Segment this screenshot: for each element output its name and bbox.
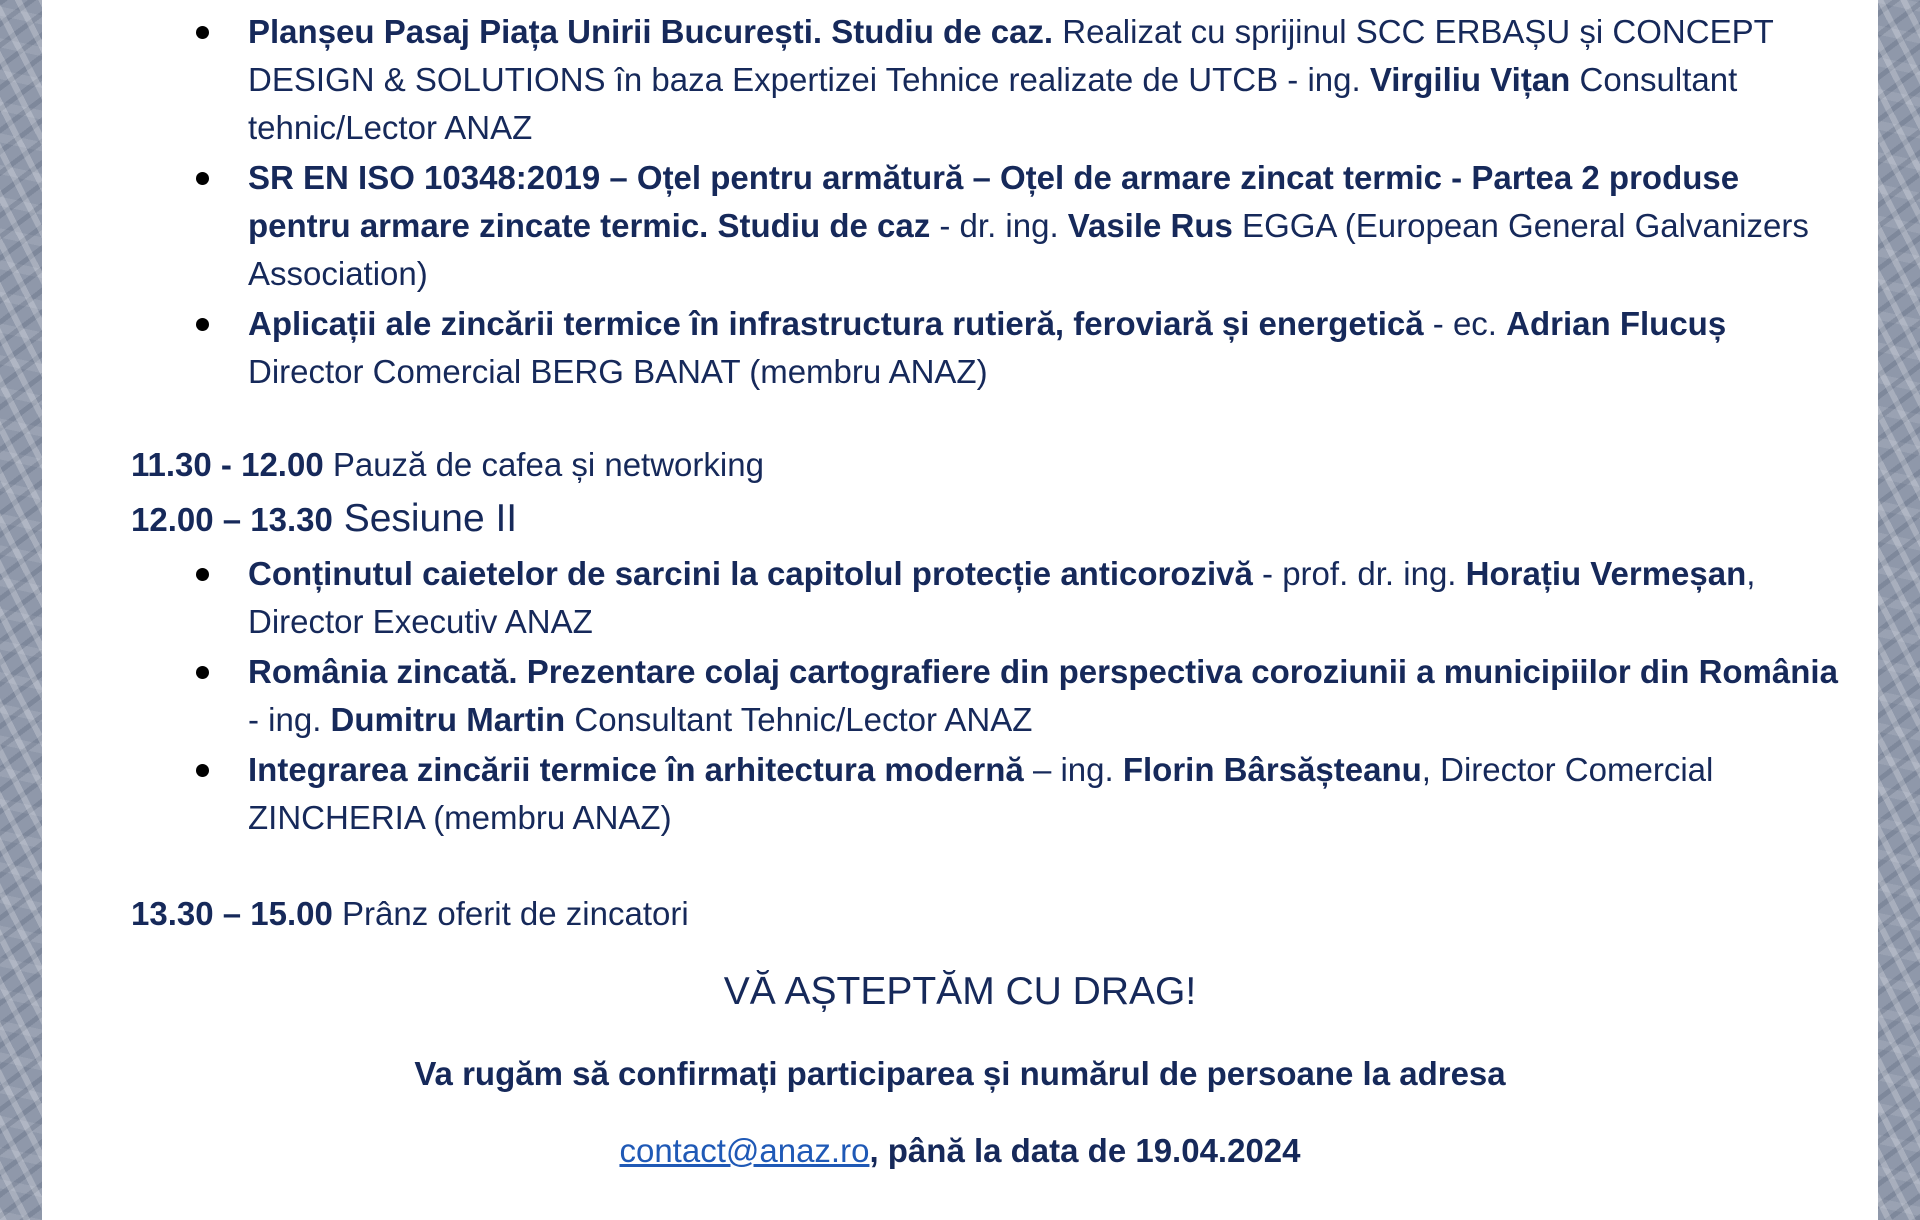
talk-description: - dr. ing.	[930, 207, 1068, 244]
session-1-talk-list	[42, 8, 1848, 398]
speaker-role: Director Comercial BERG BANAT (membru ANAZ)	[248, 353, 988, 390]
speaker-name: Virgiliu Vițan	[1369, 61, 1571, 98]
talk-title: Integrarea zincării termice în arhitectura modernă	[248, 751, 1024, 788]
speaker-role: , Director Executiv ANAZ	[248, 555, 1756, 640]
rsvp-contact-line	[42, 1132, 1878, 1170]
talk-description: - prof. dr. ing.	[1252, 555, 1466, 592]
schedule-session-2-row	[131, 495, 517, 544]
talk-item	[248, 300, 1848, 396]
break-time: 11.30 - 12.00	[131, 446, 324, 483]
rsvp-request: Va rugăm să confirmați participarea și numărul de persoane la adresa	[414, 1055, 1506, 1092]
session-2-label: Sesiune II	[332, 497, 518, 540]
speaker-name: Florin Bârsășteanu	[1122, 751, 1422, 788]
email-link[interactable]: contact@anaz.ro	[619, 1132, 870, 1169]
schedule-break-row	[131, 441, 764, 489]
speaker-role: EGGA (European General Galvanizers Association)	[248, 207, 1809, 292]
talk-description: - ec.	[1423, 305, 1507, 342]
speaker-role: Consultant Tehnic/Lector ANAZ	[565, 701, 1033, 738]
lunch-label: Prânz oferit de zincatori	[332, 895, 689, 932]
talk-description: – ing.	[1023, 751, 1123, 788]
break-label: Pauză de cafea și networking	[323, 446, 764, 483]
speaker-role: , Director Comercial ZINCHERIA (membru ANAZ)	[248, 751, 1714, 836]
talk-item	[248, 746, 1848, 842]
speaker-name: Horațiu Vermeșan	[1465, 555, 1747, 592]
session-2-time: 12.00 – 13.30	[131, 501, 333, 538]
talk-item	[248, 648, 1848, 744]
talk-item	[248, 550, 1848, 646]
lunch-time: 13.30 – 15.00	[131, 895, 333, 932]
talk-title: România zincată. Prezentare colaj cartografiere din perspectiva coroziunii a municipiilor din România	[248, 653, 1838, 690]
talk-title: Aplicații ale zincării termice în infrastructura rutieră, feroviară și energetică	[248, 305, 1424, 342]
rsvp-deadline: , până la data de 19.04.2024	[869, 1132, 1301, 1169]
closing-headline: VĂ AȘTEPTĂM CU DRAG!	[723, 970, 1197, 1013]
talk-title: Planșeu Pasaj Piața Unirii București. Studiu de caz.	[248, 13, 1054, 50]
talk-description: Realizat cu sprijinul SCC ERBAȘU și CONCEPT DESIGN & SOLUTIONS în baza Expertizei Tehnice realizate de UTCB - ing.	[248, 13, 1774, 98]
schedule-lunch-row	[131, 890, 689, 938]
talk-item	[248, 8, 1848, 152]
speaker-name: Adrian Flucuș	[1506, 305, 1727, 342]
speaker-name: Vasile Rus	[1067, 207, 1233, 244]
talk-description: - ing.	[248, 701, 331, 738]
document-page	[42, 0, 1878, 1220]
talk-title: SR EN ISO 10348:2019 – Oțel pentru armătură – Oțel de armare zincat termic - Partea 2 produse pentru armare zincate termic. Studiu de caz	[248, 159, 1740, 244]
session-2-talk-list	[42, 550, 1848, 844]
speaker-role: Consultant tehnic/Lector ANAZ	[248, 61, 1738, 146]
speaker-name: Dumitru Martin	[330, 701, 566, 738]
talk-item	[248, 154, 1848, 298]
talk-title: Conținutul caietelor de sarcini la capitolul protecție anticorozivă	[248, 555, 1253, 592]
